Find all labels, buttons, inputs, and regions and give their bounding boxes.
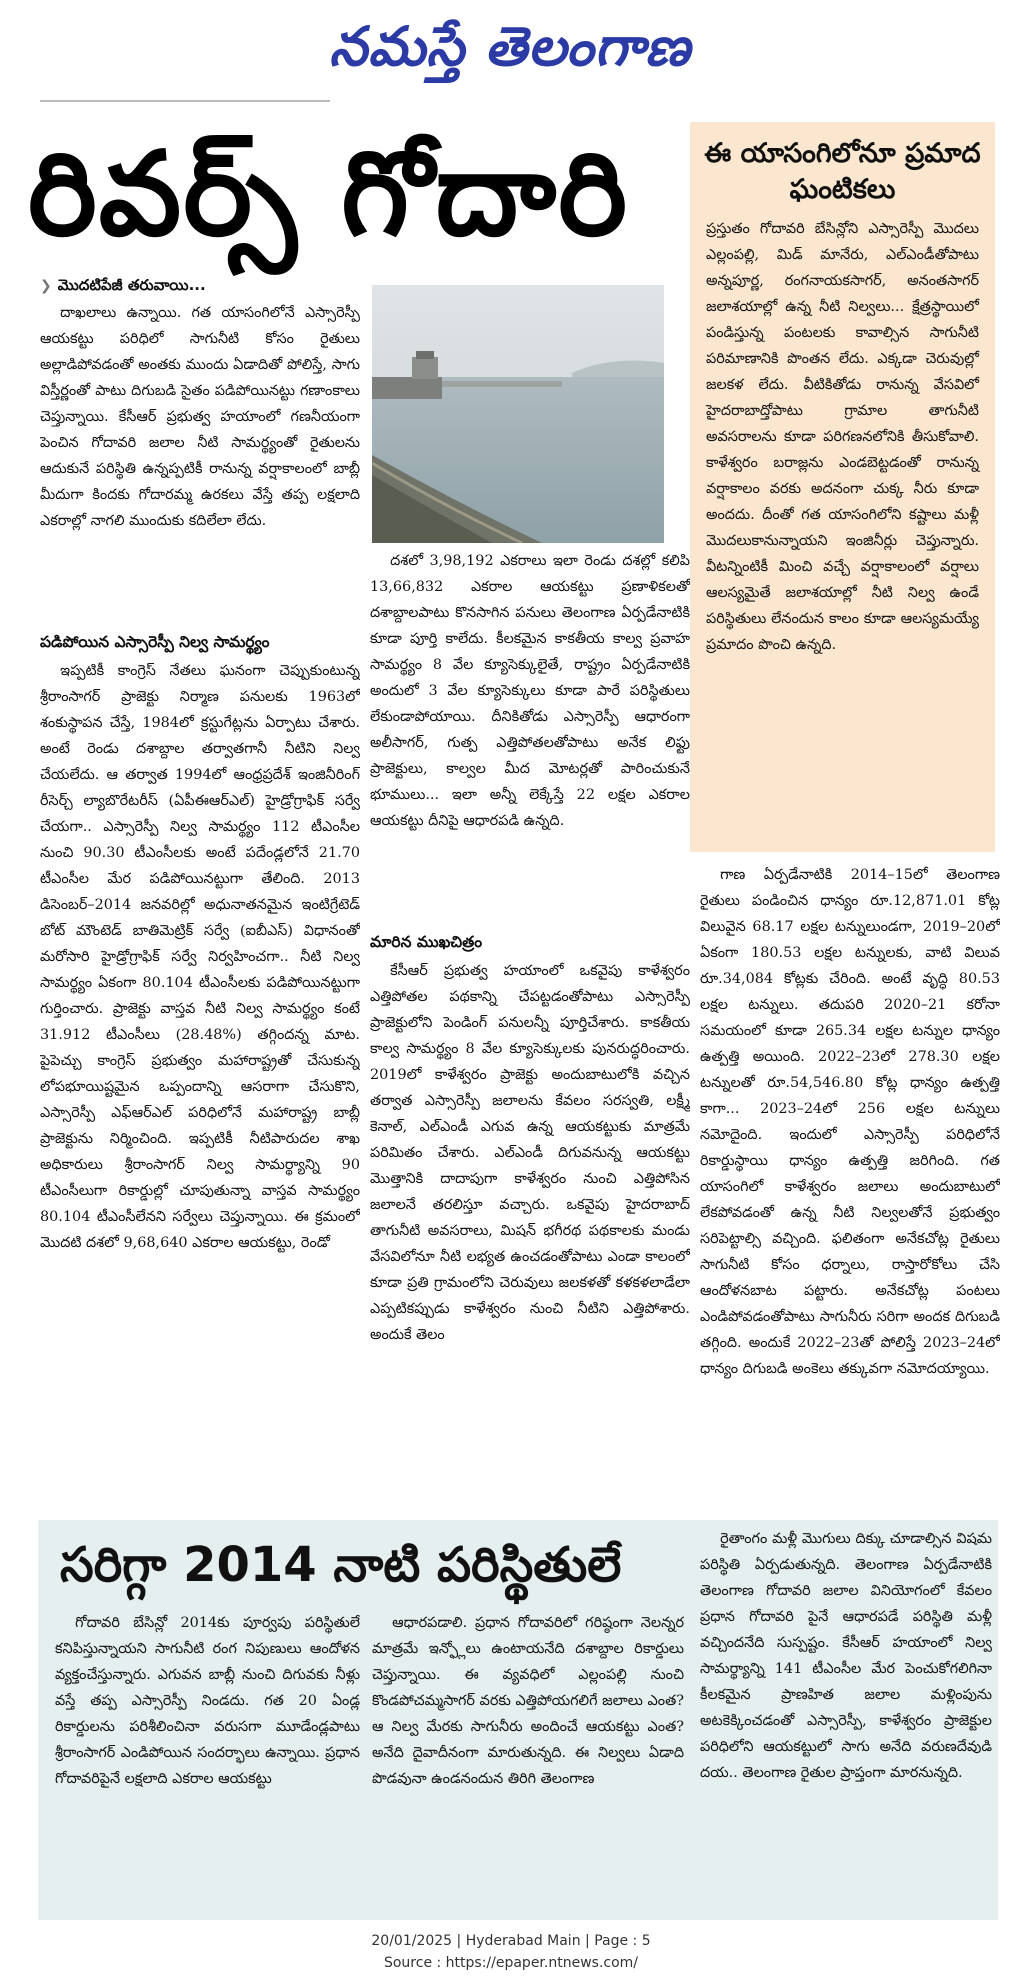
column-1-intro (40, 300, 360, 630)
paragraph: దాఖలాలు ఉన్నాయి. గత యాసంగిలోనే ఎస్సారెస్పీ ఆయకట్టు పరిధిలో సాగునీటి కోసం రైతులు అల్లాడిపోవడంతో అంతకు ముందు ఏడాదితో పోలిస్తే, సాగు విస్తీర్ణంతో పాటు దిగుబడి సైతం పడిపోయినట్టు గణాంకాలు చెప్తున్నాయి. కేసీఆర్ ప్రభుత్వ హయాంలో గణనీయంగా పెంచిన గోదావరి జలాల నీటి సామర్థ్యంతో రైతులను ఆదుకునే పరిస్థితి ఉన్నప్పటికీ రానున్న వర్షాకాలంలో బాబ్లీ మీదుగా కిందకు గోదారమ్మ ఉరకలు వేస్తే తప్ప లక్షలాది ఎకరాల్లో నాగలి ముందుకు కదిలేలా లేదు. (40, 305, 360, 529)
sidebar-title: ఈ యాసంగిలోనూ ప్రమాద ఘంటికలు (704, 138, 981, 205)
top-rule (40, 100, 330, 102)
secondary-column-2 (372, 1610, 684, 1910)
paragraph: కేసీఆర్ ప్రభుత్వ హయాంలో ఒకవైపు కాళేశ్వరం ఎత్తిపోతల పథకాన్ని చేపట్టడంతోపాటు ఎస్సారెస్పీ ప్రాజెక్టులోని పెండింగ్ పనులన్నీ పూర్తిచేశారు. కాకతీయ కాల్వ సామర్థ్యం 8 వేల క్యూసెక్కులకు పునరుద్ధరించారు. 2019లో కాళేశ్వరం ప్రాజెక్టు అందుబాటులోకి వచ్చిన తర్వాత ఎస్సారెస్పీ జలాలను కేవలం సరస్వతి, లక్ష్మీ కెనాల్, ఎల్ఎండీ ఎగువ ఉన్న ఆయకట్టుకు మాత్రమే పరిమితం చేశారు. ఎల్ఎండీ దిగువనున్న ఆయకట్టు మొత్తానికి దాదాపుగా కాళేశ్వరం నుంచి ఎత్తిపోసిన జలాలనే తరలిస్తూ వచ్చారు. ఒకవైపు హైదరాబాద్ తాగునీటి అవసరాలు, మిషన్ భగీరథ పథకాలకు మండు వేసవిలోనూ నీటి లభ్యత ఉంచడంతోపాటు ఎండా కాలంలో కూడా ప్రతి గ్రామంలోని చెరువులు జలకళతో కళకళలాడేలా ఎప్పటికప్పుడు కాళేశ్వరం నుంచి నీటిని ఎత్తిపోశారు. అందుకే తెలం (370, 963, 690, 1343)
sidebar-text: ప్రస్తుతం గోదావరి బేసిన్లోని ఎస్సారెస్పీ మొదలు ఎల్లంపల్లి, మిడ్ మానేరు, ఎల్ఎండీతోపాటు అన్నపూర్ణ, రంగనాయకసాగర్, అనంతసాగర్ జలాశయాల్లో ఉన్న నీటి నిల్వలు... క్షేత్రస్థాయిలో పండిస్తున్న పంటలకు కావాల్సిన సాగునీటి పరిమాణానికి పొంతన లేదు. ఎక్కడా చెరువుల్లో జలకళ లేదు. వీటికితోడు రానున్న వేసవిలో హైదరాబాద్తోపాటు గ్రామాల తాగునీటి అవసరాలను కూడా పరిగణనలోనికి తీసుకోవాలి. కాళేశ్వరం బరాజ్లను ఎండబెట్టడంతో రానున్న వర్షాకాలం వరకు అదనంగా చుక్క నీరు కూడా అందదు. దీంతో గత యాసంగిలోని కష్టాలు మళ్లీ మొదలుకానున్నాయని ఇంజినీర్లు చెప్తున్నారు. వీటన్నింటికీ మించి వచ్చే వర్షాకాలంలో వర్షాలు ఆలస్యమైతే జలాశయాల్లో నీటి నిల్వ ఉండే పరిస్థితులు లేనందున కాలం కూడా ఆలస్యమయ్యే ప్రమాదం పొంచి ఉన్నది. (706, 221, 979, 653)
secondary-column-3 (700, 1526, 992, 1910)
subhead-changed-landscape: మారిన ముఖచిత్రం (370, 933, 483, 951)
paragraph: రైతాంగం మళ్లీ మొగులు దిక్కు చూడాల్సిన విషమ పరిస్థితి ఏర్పడుతున్నది. తెలంగాణ ఏర్పడేనాటికి తెలంగాణ గోదావరి జలాల వినియోగంలో కేవలం ప్రధాన గోదావరి పైనే ఆధారపడే పరిస్థితి మళ్లీ వచ్చిందనేది సుస్పష్టం. కేసీఆర్ హయాంలో నిల్వ సామర్థ్యాన్ని 141 టీఎంసీల మేర పెంచుకోగలిగినా కీలకమైన ప్రాణహిత జలాల మళ్లింపును అటకెక్కించడంతో ఎస్సారెస్పీ, కాళేశ్వరం ప్రాజెక్టుల పరిధిలోని ఆయకట్టులో సాగు అనేది వరుణదేవుడి దయ.. తెలంగాణ రైతుల ప్రాప్తంగా మారనున్నది. (700, 1531, 992, 1781)
column-1-body (40, 658, 360, 1508)
paragraph: ఆధారపడాలి. ప్రధాన గోదావరిలో గరిష్ఠంగా నెలన్నర మాత్రమే ఇన్ఫ్లోలు ఉంటాయనేది దశాబ్దాల రికార్డులు చెప్తున్నాయి. ఈ వ్యవధిలో ఎల్లంపల్లి నుంచి కొండపోచమ్మసాగర్ వరకు ఎత్తిపోయగలిగే జలాలు ఎంత? ఆ నిల్వ మేరకు సాగునీరు అందించే ఆయకట్టు ఎంత? అనేది దైవాదీనంగా మారుతున్నది. ఈ నిల్వలు ఏడాది పొడవునా ఉండనందున తిరిగి తెలంగాణ (372, 1615, 684, 1787)
subhead-storage-capacity: పడిపోయిన ఎస్సారెస్పీ నిల్వ సామర్థ్యం (40, 633, 270, 651)
paragraph: గాణ ఏర్పడేనాటికి 2014–15లో తెలంగాణ రైతులు పండించిన ధాన్యం రూ.12,871.01 కోట్ల విలువైన 68.17 లక్షల టన్నులుండగా, 2019–20లో ఏకంగా 180.53 లక్షల టన్నులకు, వాటి విలువ రూ.34,084 కోట్లకు చేరింది. అంటే వృద్ధి 80.53 లక్షల టన్నులు. తదుపరి 2020–21 కరోనా సమయంలో కూడా 265.34 లక్షల టన్నుల ధాన్యం ఉత్పత్తి అయింది. 2022–23లో 278.30 లక్షల టన్నులతో రూ.54,546.80 కోట్ల ధాన్యం ఉత్పత్తి కాగా... 2023–24లో 256 లక్షల టన్నులు నమోదైంది. ఇందులో ఎస్సారెస్పీ పరిధిలోనే రికార్డుస్థాయి ధాన్యం ఉత్పత్తి జరిగింది. గత యాసంగిలో కాళేశ్వరం జలాలు అందుబాటులో లేకపోవడంతో ఉన్న నీటి నిల్వలతోనే ప్రభుత్వం సరిపెట్టాల్సి వచ్చింది. ఫలితంగా అనేకచోట్ల రైతులు సాగునీటి కోసం ధర్నాలు, రాస్తారోకోలు చేసి ఆందోళనబాట పట్టారు. అనేకచోట్ల పంటలు ఎండిపోవడంతోపాటు సాగునీరు సరిగా అందక దిగుబడి తగ్గింది. అందుకే 2022–23తో పోలిస్తే 2023–24లో ధాన్యం దిగుబడి అంకెలు తక్కువగా నమోదయ్యాయి. (700, 867, 1000, 1377)
paragraph: గోదావరి బేసిన్లో 2014కు పూర్వపు పరిస్థితులే కనిపిస్తున్నాయని సాగునీటి రంగ నిపుణులు ఆందోళన వ్యక్తంచేస్తున్నారు. ఎగువన బాబ్లీ నుంచి దిగువకు నీళ్లు వస్తే తప్ప ఎస్సారెస్పీ నిండదు. గత 20 ఏండ్ల రికార్డులను పరిశీలించినా వరుసగా మూడేండ్లపాటు శ్రీరాంసాగర్ ఎండిపోయిన సందర్భాలు ఉన్నాయి. ప్రధాన గోదావరిపైనే లక్షలాది ఎకరాల ఆయకట్టు (55, 1615, 360, 1787)
column-2-top (370, 548, 690, 924)
footer-source: Source : https://epaper.ntnews.com/ (383, 1955, 639, 1971)
paragraph: దశలో 3,98,192 ఎకరాలు ఇలా రెండు దశల్లో కలిపి 13,66,832 ఎకరాల ఆయకట్టు ప్రణాళికలతో దశాబ్దాలపాటు కొనసాగిన పనులు తెలంగాణ ఏర్పడేనాటికి కూడా పూర్తి కాలేదు. కీలకమైన కాకతీయ కాల్వ ప్రవాహ సామర్థ్యం 8 వేల క్యూసెక్కులైతే, రాష్ట్రం ఏర్పడేనాటికి అందులో 3 వేల క్యూసెక్కులు కూడా పారే పరిస్థితులు లేకుండాపోయాయి. దీనికితోడు ఎస్సారెస్పీ ఆధారంగా అలీసాగర్, గుత్ప ఎత్తిపోతలతోపాటు అనేక లిఫ్టు ప్రాజెక్టులు, కాల్వల మీద మోటర్లతో పారించుకునే భూములు... ఇలా అన్నీ లెక్కేస్తే 22 లక్షల ఎకరాల ఆయకట్టు దీనిపై ఆధారపడి ఉన్నది. (370, 553, 690, 829)
secondary-column-1 (55, 1610, 360, 1910)
column-3-body (700, 862, 1000, 1502)
newspaper-masthead: నమస్తే తెలంగాణ (329, 15, 691, 78)
dam-photo (372, 285, 664, 543)
page-footer (0, 1930, 1022, 1974)
column-2-body (370, 958, 690, 1508)
kicker-text: మొదటిపేజీ తరువాయి... (57, 276, 206, 294)
sidebar-box (690, 122, 995, 852)
continuation-kicker (40, 272, 360, 298)
paragraph: ఇప్పటికీ కాంగ్రెస్ నేతలు ఘనంగా చెప్పుకుంటున్న శ్రీరాంసాగర్ ప్రాజెక్టు నిర్మాణ పనులకు 1963లో శంకుస్థాపన చేస్తే, 1984లో క్రస్టుగేట్లను ఏర్పాటు చేశారు. అంటే రెండు దశాబ్దాల తర్వాతగానీ నీటిని నిల్వ చేయలేదు. ఆ తర్వాత 1994లో ఆంధ్రప్రదేశ్ ఇంజినీరింగ్ రీసెర్చ్ ల్యాబొరేటరీస్ (ఏపీఈఆర్ఎల్) హైడ్రోగ్రాఫిక్ సర్వే చేయగా.. ఎస్సారెస్పీ నిల్వ సామర్థ్యం 112 టీఎంసీల నుంచి 90.30 టీఎంసీలకు అంటే పదేండ్లలోనే 21.70 టీఎంసీల మేర పడిపోయినట్టుగా తేలింది. 2013 డిసెంబర్–2014 జనవరిల్లో అధునాతనమైన ఇంటిగ్రేటెడ్ బోట్ మౌంటెడ్ బాతిమెట్రిక్ సర్వే (ఐబీఎస్) విధానంతో మరోసారి హైడ్రోగ్రాఫిక్ సర్వే నిర్వహించగా.. నీటి నిల్వ సామర్థ్యం ఏకంగా 80.104 టీఎంసీలకు పడిపోయినట్టుగా గుర్తించారు. ప్రాజెక్టు వాస్తవ నీటి నిల్వ సామర్థ్యం కంటే 31.912 టీఎంసీలు (28.48%) తగ్గిందన్న మాట. పైపెచ్చు కాంగ్రెస్ ప్రభుత్వం మహారాష్ట్రతో చేసుకున్న లోపభూయిష్టమైన ఒప్పందాన్ని ఆసరాగా చేసుకొని, ఎస్సారెస్పీ ఎఫ్ఆర్ఎల్ పరిధిలోనే మహారాష్ట్ర బాబ్లీ ప్రాజెక్టును నిర్మించింది. ఇప్పటికీ నీటిపారుదల శాఖ అధికారులు శ్రీరాంసాగర్ నిల్వ సామర్థ్యాన్ని 90 టీఎంసీలుగా రికార్డుల్లో చూపుతున్నా వాస్తవ సామర్థ్యం 80.104 టీఎంసీలేనని సర్వేలు చెప్తున్నాయి. ఈ క్రమంలో మొదటి దశలో 9,68,640 ఎకరాల ఆయకట్టు, రెండో (40, 663, 360, 1251)
article-headline: రివర్స్ గోదారి (28, 127, 629, 262)
secondary-headline: సరిగ్గా 2014 నాటి పరిస్థితులే (60, 1537, 622, 1593)
footer-date-edition: 20/01/2025 | Hyderabad Main | Page : 5 (371, 1933, 651, 1949)
chevron-right-icon: ❯ (40, 278, 52, 294)
